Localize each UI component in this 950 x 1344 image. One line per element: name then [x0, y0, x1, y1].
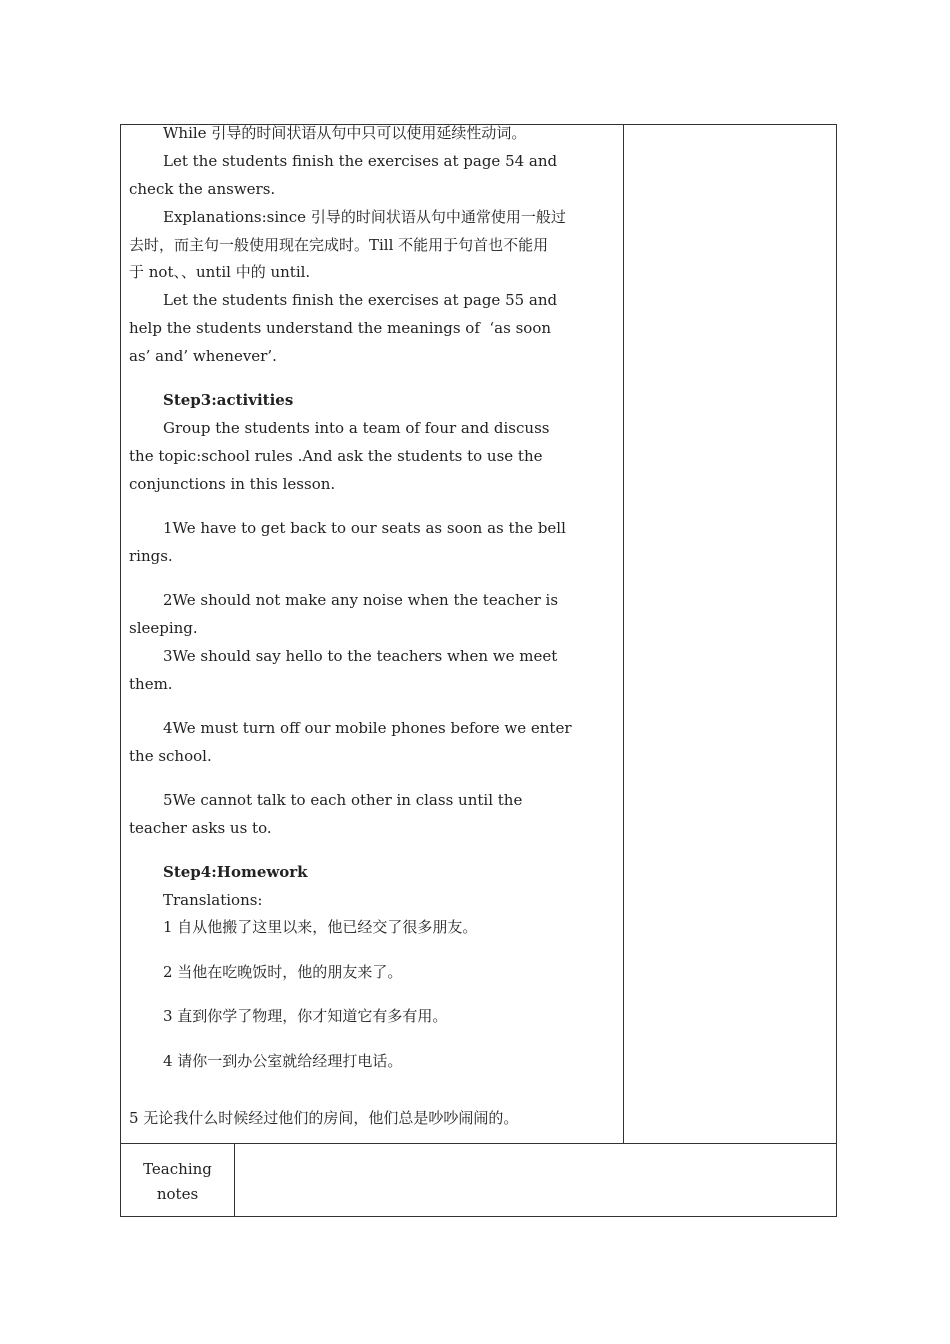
text-line: Explanations:since 引导的时间状语从句中通常使用一般过: [163, 208, 566, 226]
notes-label-line: notes: [156, 1185, 199, 1203]
text-line: Let the students finish the exercises at page 55 and: [163, 291, 558, 309]
column-divider: [623, 124, 624, 1144]
rule-item: 4We must turn off our mobile phones before we enter: [163, 719, 572, 737]
text-line: rings.: [129, 547, 173, 565]
translation-item: 2 当他在吃晚饭时，他的朋友来了。: [163, 963, 403, 981]
notes-divider: [234, 1143, 235, 1217]
translation-item: 3 直到你学了物理，你才知道它有多有用。: [163, 1007, 448, 1025]
rule-item: 3We should say hello to the teachers when we meet: [163, 647, 558, 665]
translation-item: 1 自从他搬了这里以来，他已经交了很多朋友。: [163, 918, 478, 936]
text-line: teacher asks us to.: [129, 819, 272, 837]
step4-heading: Step4:Homework: [163, 863, 308, 881]
text-line: 于 not、、until 中的 until.: [129, 263, 311, 281]
rule-item: 5We cannot talk to each other in class until the: [163, 791, 523, 809]
text-line: sleeping.: [129, 619, 198, 637]
text-line: While 引导的时间状语从句中只可以使用延续性动词。: [163, 124, 527, 142]
translation-item: 5 无论我什么时候经过他们的房间，他们总是吵吵闹闹的。: [129, 1109, 519, 1127]
text-line: Translations:: [163, 891, 263, 909]
text-line: Group the students into a team of four and discuss: [163, 419, 550, 437]
text-line: check the answers.: [129, 180, 276, 198]
text-line: the school.: [129, 747, 212, 765]
text-line: them.: [129, 675, 173, 693]
rule-item: 1We have to get back to our seats as soon as the bell: [163, 519, 566, 537]
text-line: conjunctions in this lesson.: [129, 475, 336, 493]
teaching-notes-label: [121, 1157, 234, 1207]
text-line: as’ and’ whenever’.: [129, 347, 277, 365]
text-line: help the students understand the meanings of ‘as soon: [129, 319, 552, 337]
notes-label-line: Teaching: [143, 1160, 212, 1178]
translation-item: 4 请你一到办公室就给经理打电话。: [163, 1052, 403, 1070]
rule-item: 2We should not make any noise when the teacher is: [163, 591, 559, 609]
step3-heading: Step3:activities: [163, 391, 294, 409]
text-line: the topic:school rules .And ask the students to use the: [129, 447, 543, 465]
text-line: Let the students finish the exercises at page 54 and: [163, 152, 558, 170]
row-divider: [120, 1143, 837, 1144]
text-line: 去时，而主句一般使用现在完成时。Till 不能用于句首也不能用: [129, 236, 549, 254]
